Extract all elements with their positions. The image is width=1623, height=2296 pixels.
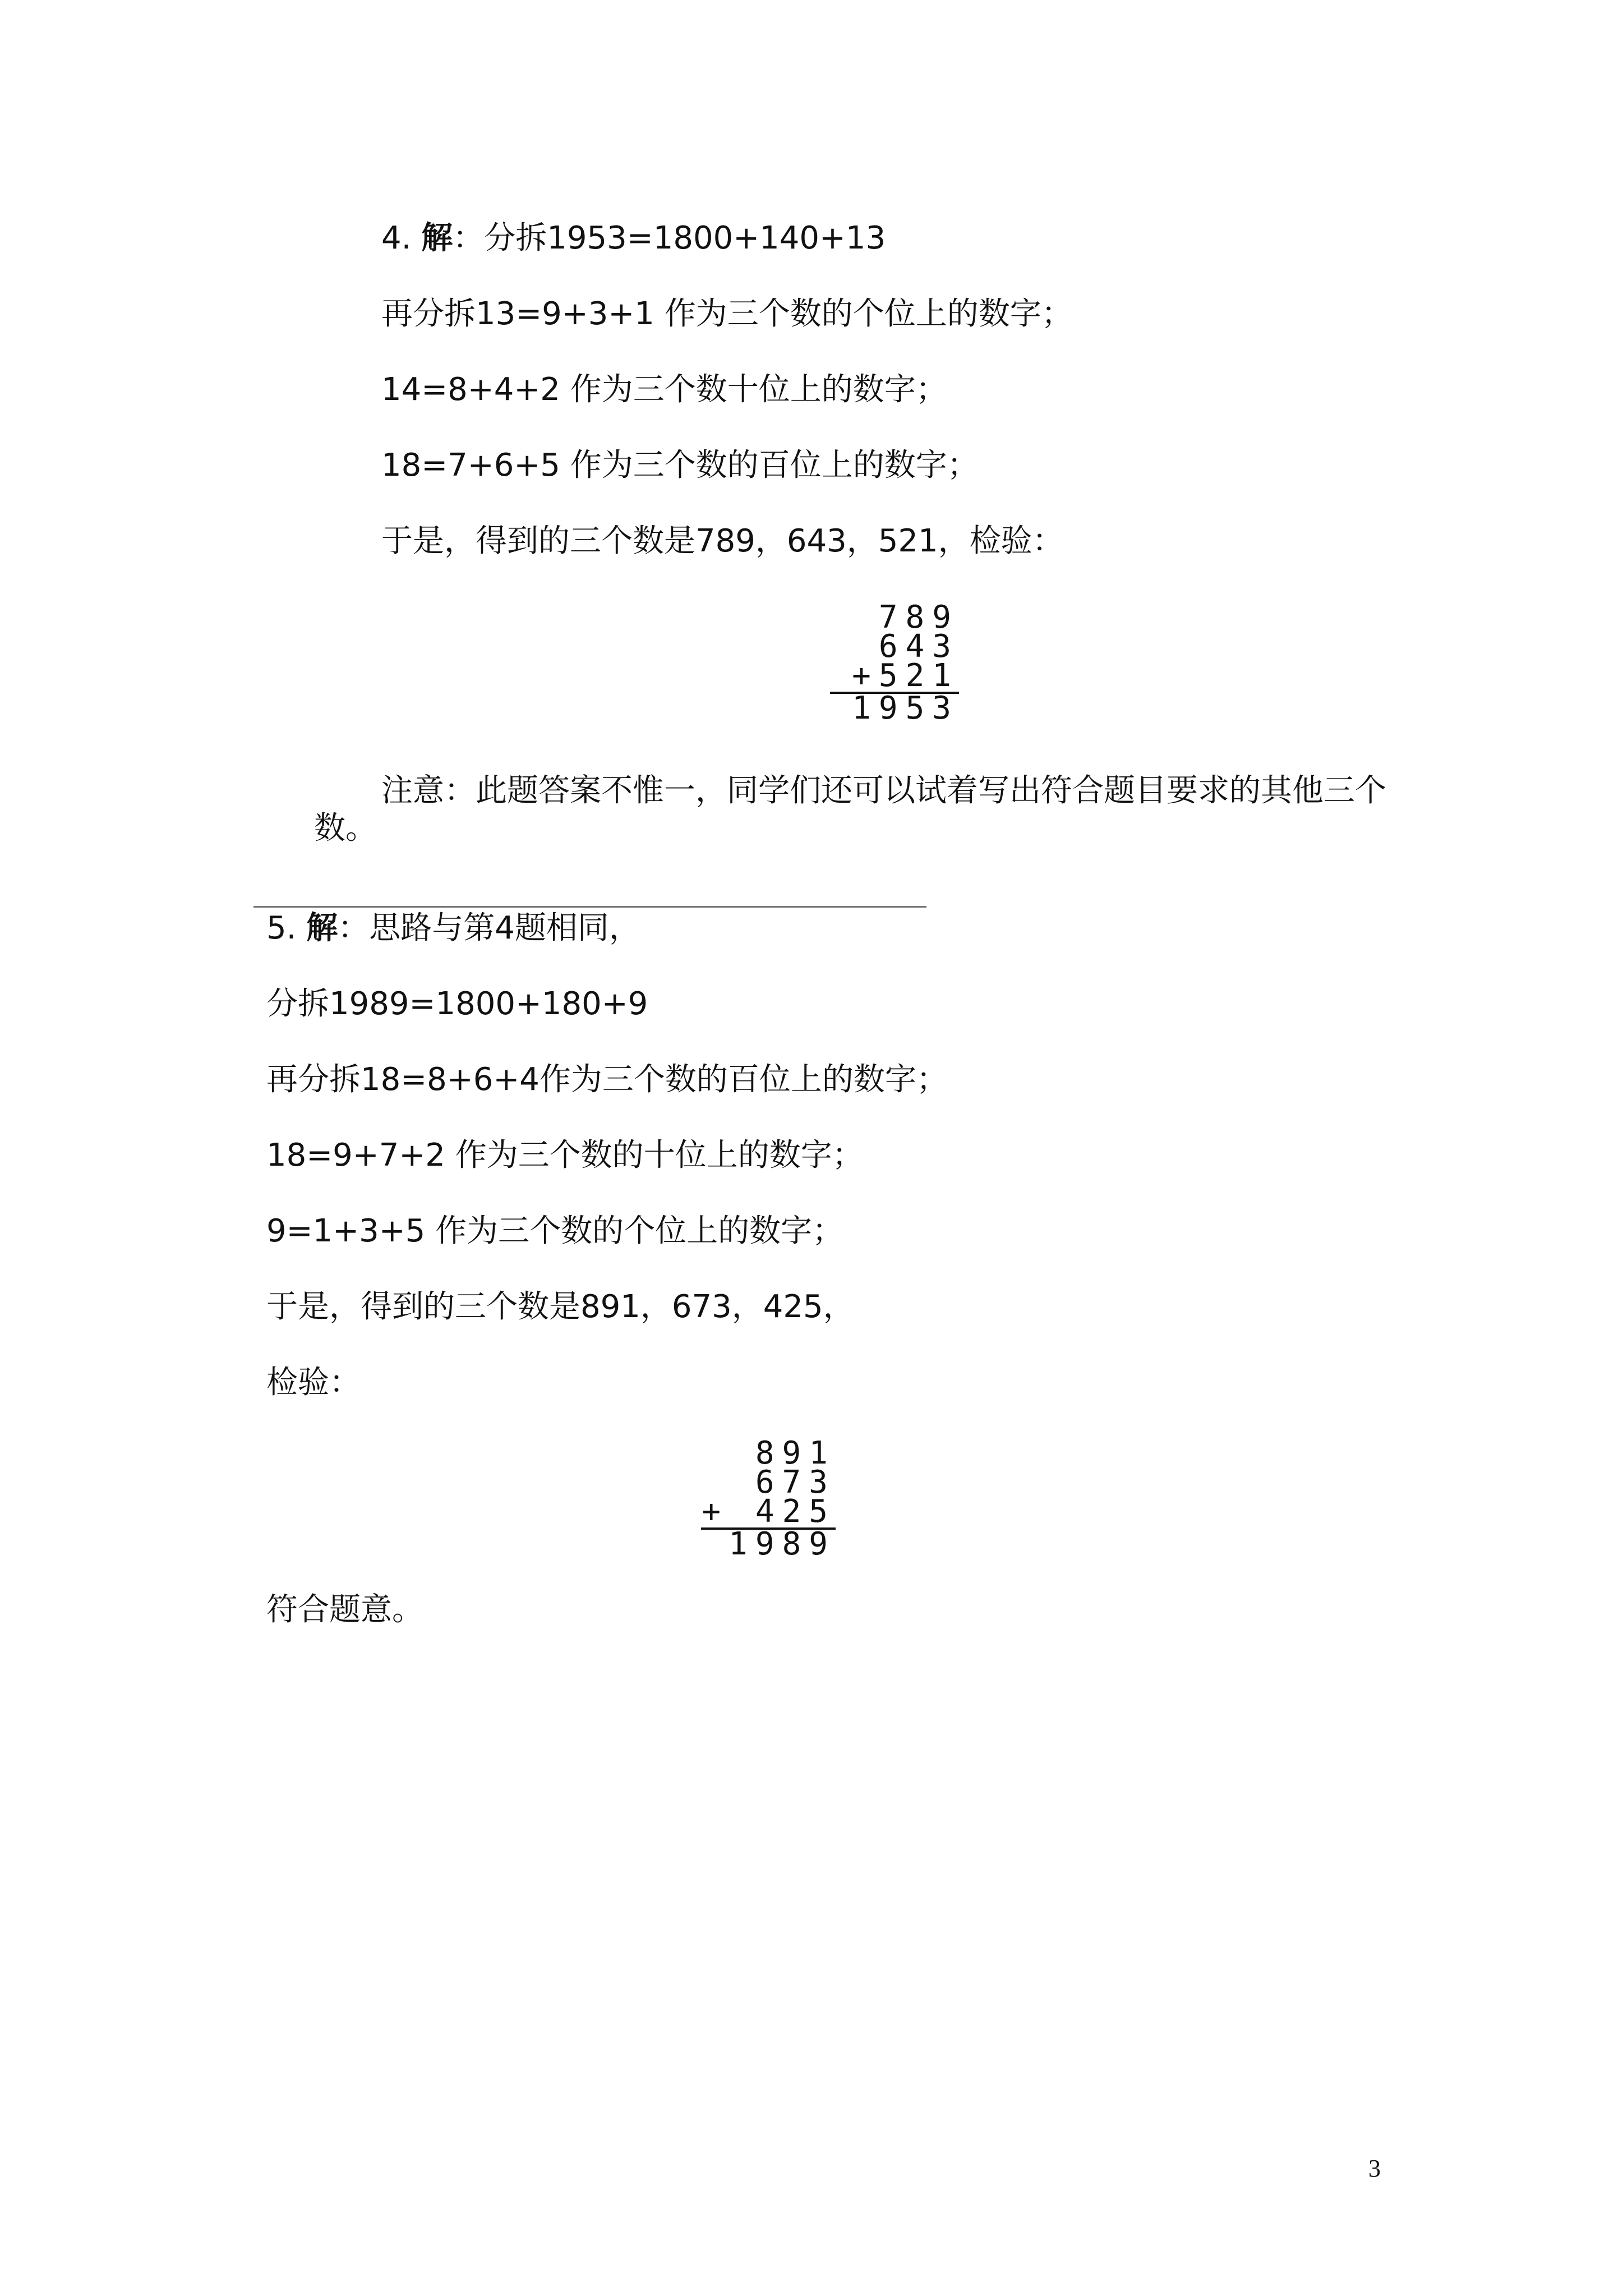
p5-line4: 18=9+7+2 作为三个数的十位上的数字； (266, 1137, 864, 1174)
p4-line4: 18=7+6+5 作为三个数的百位上的数字； (381, 447, 979, 484)
p5-line6: 于是，得到的三个数是891，673，425， (266, 1289, 855, 1325)
section-divider (253, 906, 926, 908)
p5-calc-sum: 1989 (728, 1526, 836, 1562)
p4-calc-row1: 789 (878, 599, 959, 636)
p5-line3: 再分拆18=8+6+4作为三个数的百位上的数字； (266, 1061, 948, 1098)
p4-note-line2: 数。 (314, 810, 377, 846)
p4-colon: ： (453, 220, 485, 256)
p5-solve-label: 解 (306, 910, 338, 946)
p5-colon: ： (338, 910, 370, 946)
p5-calc-row2: 673 (755, 1464, 836, 1501)
p4-line1-text: 分拆1953=1800+140+13 (484, 220, 886, 256)
p4-line2: 再分拆13=9+3+1 作为三个数的个位上的数字； (381, 296, 1073, 332)
p4-calc-sum: 1953 (852, 690, 959, 726)
p4-number: 4. (381, 220, 412, 256)
p5-vertical-addition (701, 1435, 836, 1562)
p5-line7: 检验： (266, 1364, 361, 1401)
p4-vertical-addition (830, 599, 959, 726)
p5-number: 5. (266, 910, 297, 946)
p4-heading (381, 219, 886, 258)
p4-line5: 于是，得到的三个数是789，643，521，检验： (381, 523, 1064, 559)
p4-note-line1: 注意：此题答案不惟一，同学们还可以试着写出符合题目要求的其他三个 (381, 772, 1386, 809)
p5-heading (266, 909, 640, 948)
p5-line5: 9=1+3+5 作为三个数的个位上的数字； (266, 1213, 844, 1249)
p4-solve-label: 解 (421, 220, 453, 256)
p5-calc-row1: 891 (755, 1435, 836, 1471)
p5-calc-row3: + 425 (702, 1493, 836, 1530)
p5-line1-text: 思路与第4题相同， (369, 910, 640, 946)
page-number: 3 (1368, 2155, 1381, 2182)
p4-line3: 14=8+4+2 作为三个数十位上的数字； (381, 371, 947, 408)
p4-calc-row3: +521 (852, 657, 959, 694)
p4-calc-row2: 643 (878, 628, 959, 665)
p5-conclusion: 符合题意。 (266, 1591, 423, 1628)
p5-line2: 分拆1989=1800+180+9 (266, 986, 648, 1022)
